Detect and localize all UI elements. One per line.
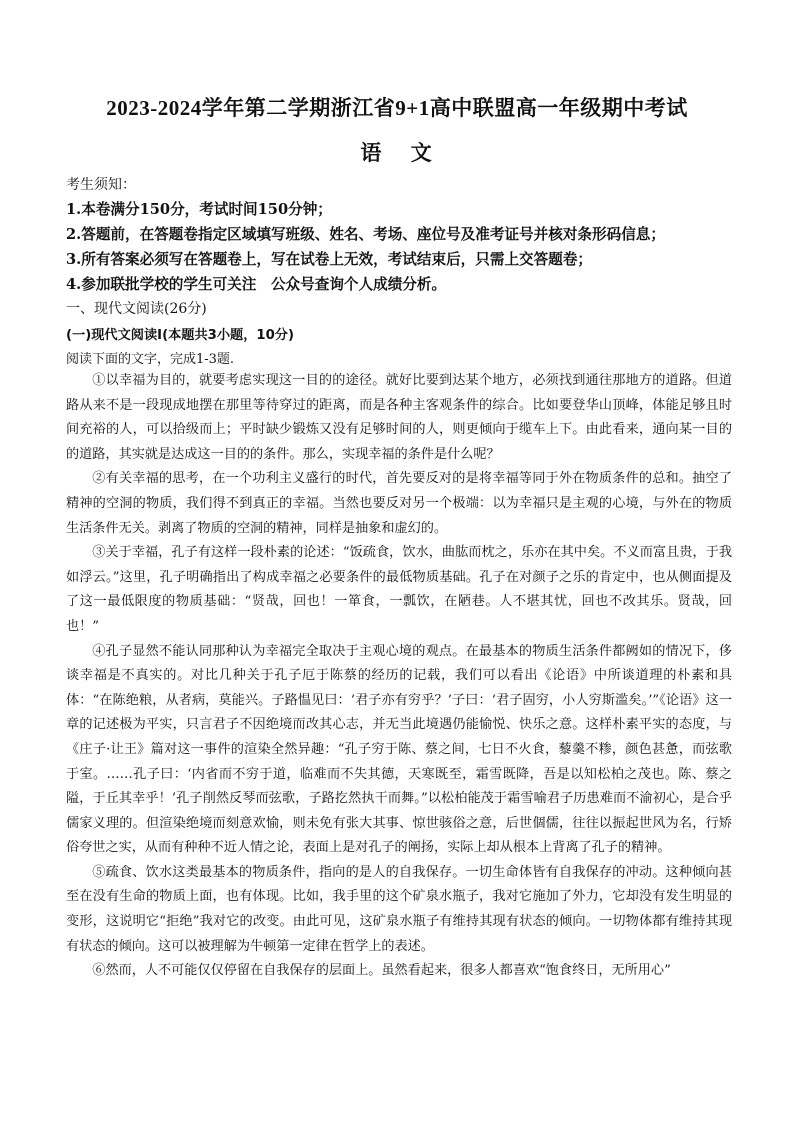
subject-title: 语 文 [360, 140, 434, 165]
notice-heading: 考生须知： [66, 177, 136, 193]
passage-paragraph: ④孔子显然不能认同那种认为幸福完全取决于主观心境的观点。在最基本的物质生活条件都阙如的情况下，侈谈幸福是不真实的。对比几种关于孔子厄于陈蔡的经历的记载，我们可以看出《论语》中所谈道理的朴素和具体：“在陈绝粮，从者病，莫能兴。子路愠见曰：‘君子亦有穷乎？’子曰：‘君子固穷，小人穷斯滥矣。’”《论语》这一章的记述极为平实，只言君子不因绝境而改其心志，并无当此境遇仍能愉悦、快乐之意。这样朴素平实的态度，与《庄子·让王》篇对这一事件的渲染全然异趣：“孔子穷于陈、蔡之间，七日不火食，藜羹不糁，颜色甚惫，而弦歌于室。……孔子曰：‘内省而不穷于道，临难而不失其德，天寒既至，霜雪既降，吾是以知松柏之茂也。陈、蔡之隘，于丘其幸乎！’孔子削然反琴而弦歌，子路扢然执干而舞。”以松柏能茂于霜雪喻君子历患难而不渝初心，是合乎儒家义理的。但渲染绝境而刻意欢愉，则未免有张大其事、惊世骇俗之意，后世個儒，往往以振起世风为名，行矫俗夸世之实，从而有种种不近人情之论，表面上是对孔子的阐扬，实际上却从根本上背离了孔子的精神。 [66, 643, 732, 856]
passage-paragraph: ①以幸福为目的，就要考虑实现这一目的的途径。就好比要到达某个地方，必须找到通往那地方的道路。但道路从来不是一段现成地摆在那里等待穿过的距离，而是各种主客观条件的综合。比如要登华山顶峰，体能足够且时间充裕的人，可以拾级而上；平时缺少锻炼又没有足够时间的人，则更倾向于缆车上下。由此看来，通向某一目的的道路，其实就是达成这一目的的条件。那么，实现幸福的条件是什么呢？ [66, 373, 732, 462]
notice-item: 2.答题前，在答题卷指定区域填写班级、姓名、考场、座位号及准考证号并核对条形码信息； [66, 226, 665, 243]
passage-paragraph: ③关于幸福，孔子有这样一段朴素的论述：“饭疏食，饮水，曲肱而枕之，乐亦在其中矣。不义而富且贵，于我如浮云。”这里，孔子明确指出了构成幸福之必要条件的最低物质基础。孔子在对颜子之乐的肯定中，也从侧面提及了这一最低限度的物质基础：“贤哉，回也！一箪食，一瓢饮，在陋巷。人不堪其忧，回也不改其乐。贤哉，回也！” [66, 545, 732, 634]
reading-passage [66, 369, 732, 984]
passage-paragraph: ⑥然而，人不可能仅仅停留在自我保存的层面上。虽然看起来，很多人都喜欢“饱食终日，无所用心” [92, 963, 671, 979]
notice-item: 3.所有答案必须写在答题卷上，写在试卷上无效，考试结束后，只需上交答题卷； [66, 251, 593, 268]
exam-title: 2023-2024学年第二学期浙江省9+1高中联盟高一年级期中考试 [106, 96, 688, 120]
notice-item: 1.本卷满分150分，考试时间150分钟； [66, 201, 332, 218]
notice-item: 4.参加联批学校的学生可关注 公众号查询个人成绩分析。 [66, 276, 447, 293]
subsection-title: (一)现代文阅读Ⅰ(本题共3小题，10分) [66, 328, 294, 343]
section-title: 一、现代文阅读(26分) [66, 301, 207, 317]
passage-paragraph: ⑤疏食、饮水这类最基本的物质条件，指向的是人的自我保存。一切生命体皆有自我保存的冲动。这种倾向甚至在没有生命的物质上面，也有体现。比如，我手里的这个矿泉水瓶子，我对它施加了外力，它却没有发生明显的变形，这说明它“拒绝”我对它的改变。由此可见，这矿泉水瓶子有维持其现有状态的倾向。一切物体都有维持其现有状态的倾向。这可以被理解为牛顿第一定律在哲学上的表述。 [66, 864, 732, 954]
reading-instruction: 阅读下面的文字，完成1-3题. [66, 352, 235, 367]
passage-paragraph: ②有关幸福的思考，在一个功利主义盛行的时代，首先要反对的是将幸福等同于外在物质条件的总和。抽空了精神的空洞的物质，我们得不到真正的幸福。当然也要反对另一个极端：以为幸福只是主观的心境，与外在的物质生活条件无关。剥离了物质的空洞的精神，同样是抽象和虚幻的。 [66, 471, 732, 536]
